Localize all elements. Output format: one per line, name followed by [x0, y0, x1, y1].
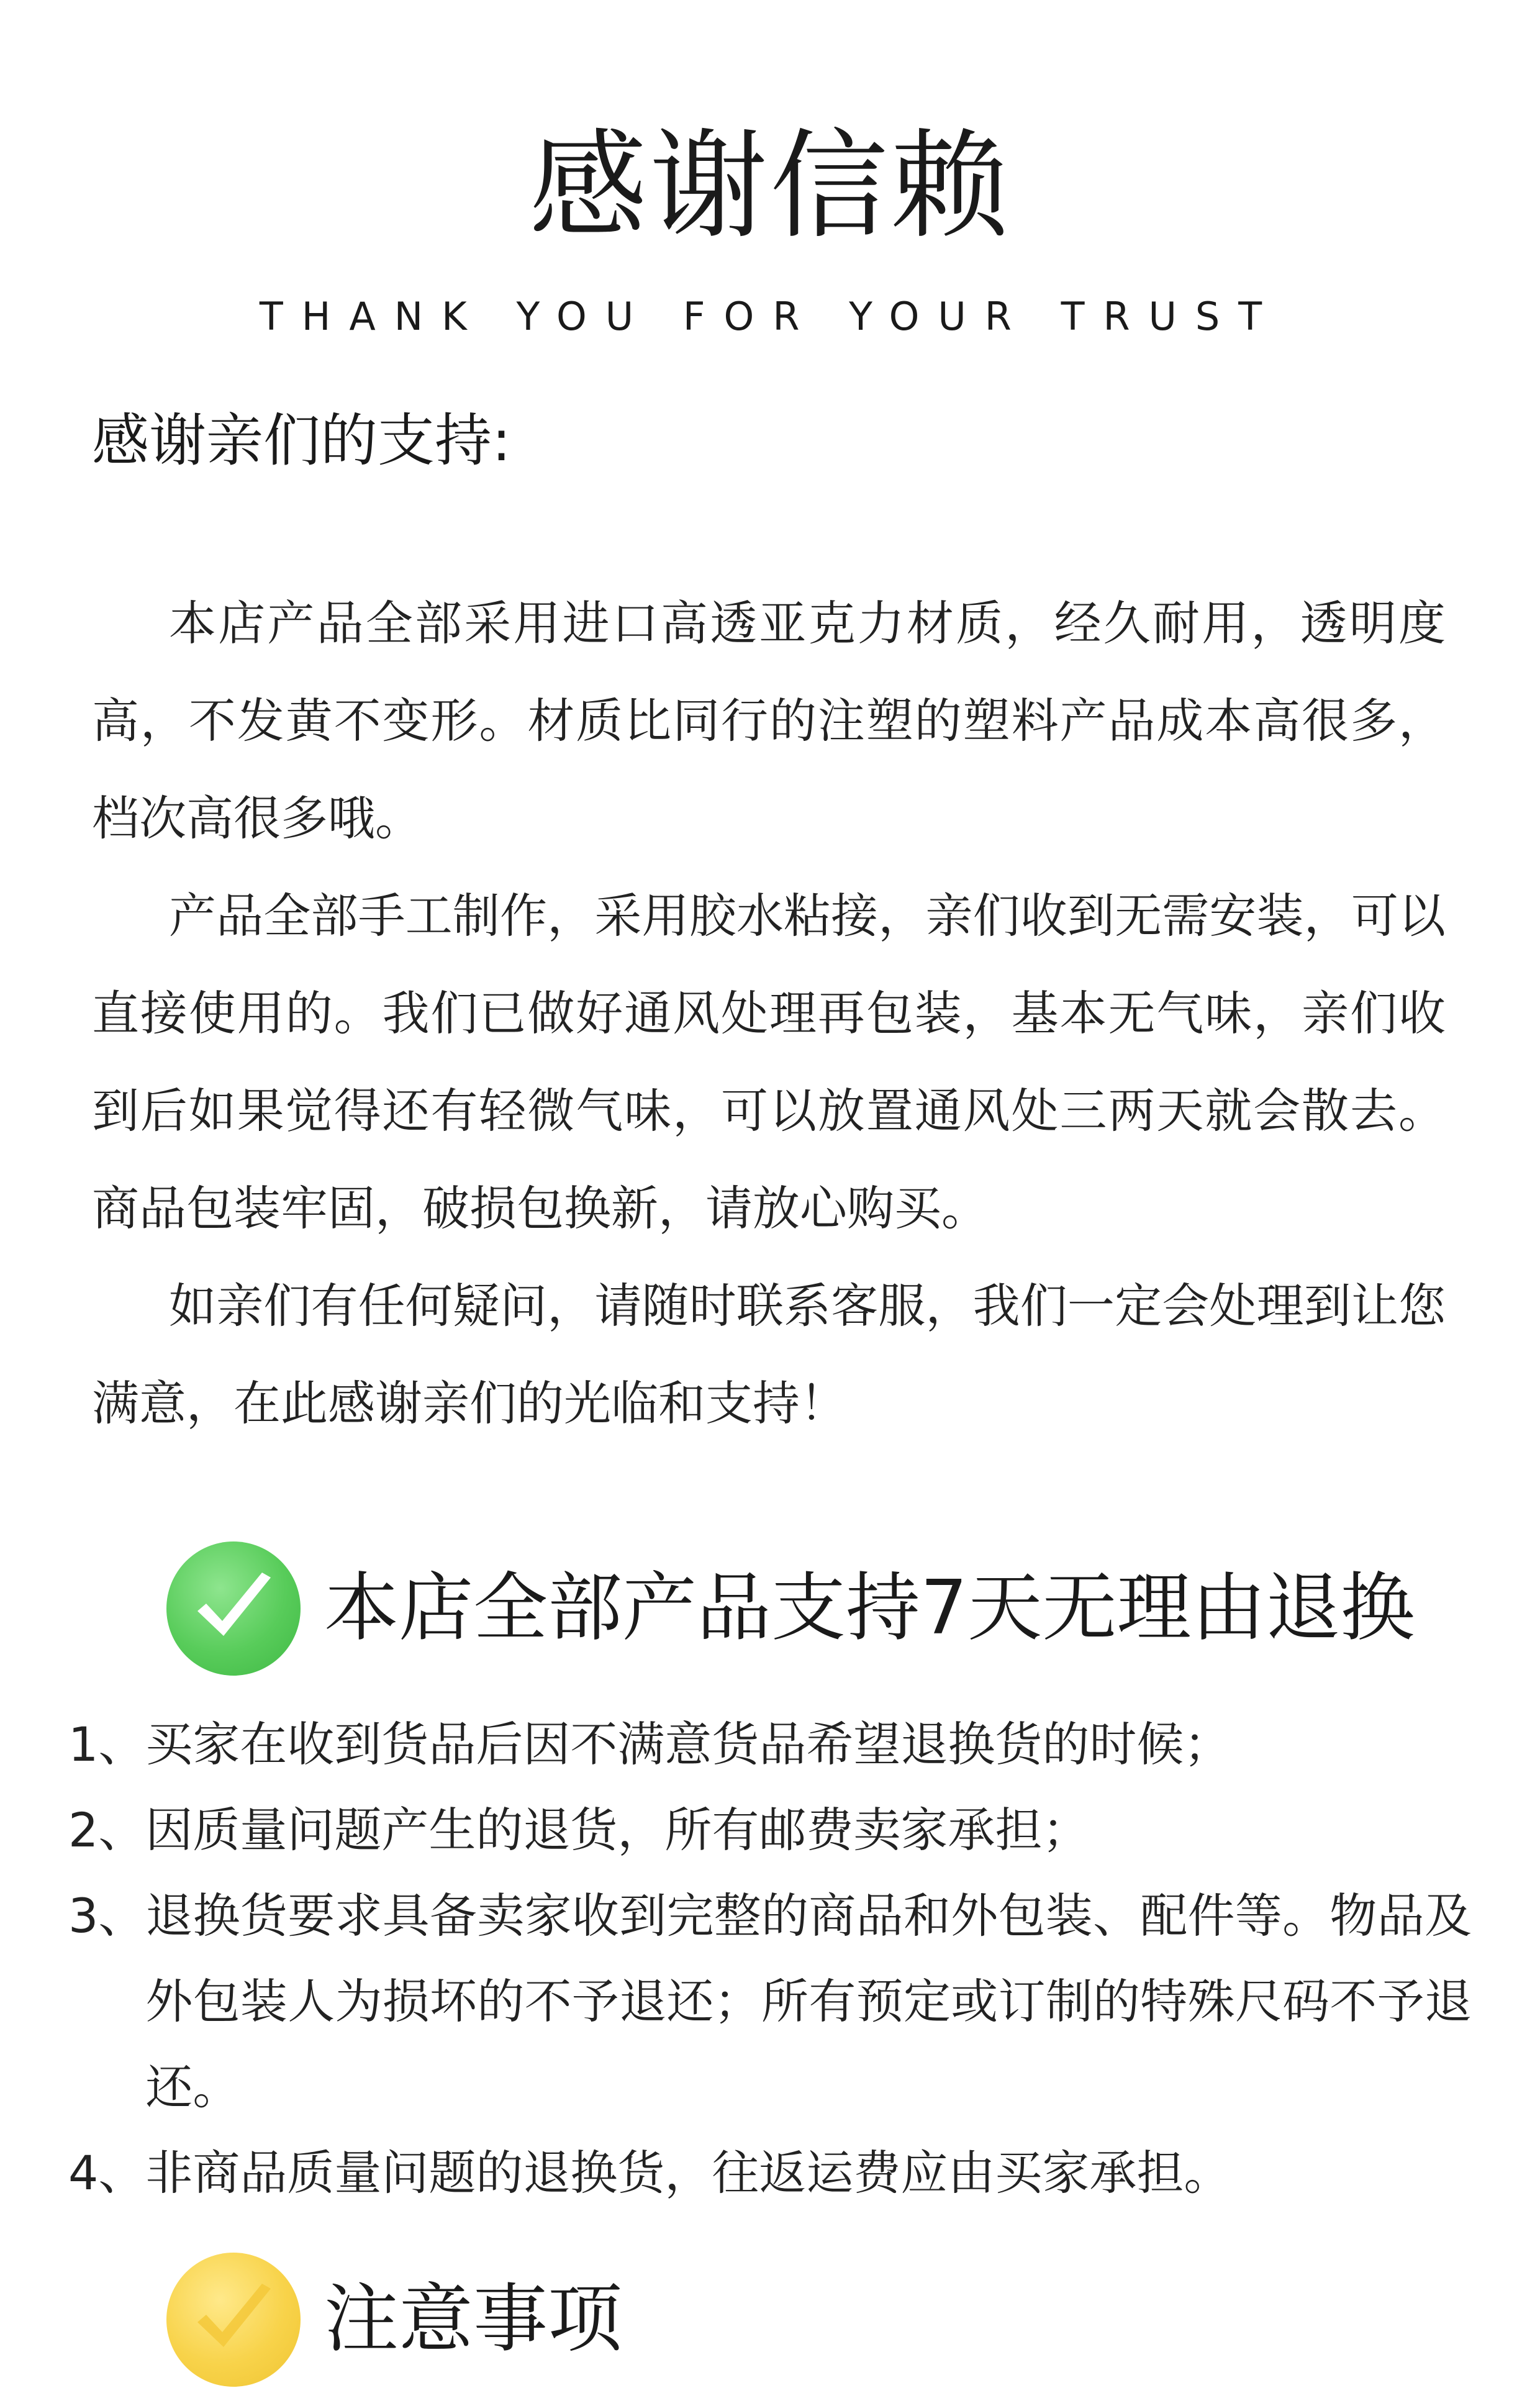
list-item-text: 买家在收到货品后因不满意货品希望退换货的时候；: [145, 1717, 1231, 1772]
page-title: 感谢信赖: [528, 117, 1011, 255]
list-item-number: 3、: [68, 1888, 146, 1943]
check-circle-icon: [166, 1541, 301, 1676]
list-item-number: 1、: [68, 1717, 146, 1772]
intro-paragraph: 本店产品全部采用进口高透亚克力材质，经久耐用，透明度高，不发黄不变形。材质比同行的注塑的塑料产品成本高很多，档次高很多哦。: [92, 596, 1446, 846]
check-circle-icon: [166, 2253, 301, 2387]
list-item-text: 退换货要求具备卖家收到完整的商品和外包装、配件等。物品及外包装人为损坏的不予退还；所有预定或订制的特殊尺码不予退还。: [145, 1888, 1472, 2115]
page-subtitle: THANK YOU FOR YOUR TRUST: [259, 294, 1281, 339]
return-policy-title: 本店全部产品支持7天无理由退换: [324, 1565, 1415, 1651]
greeting-heading: 感谢亲们的支持:: [92, 407, 511, 474]
list-item: [68, 2130, 1472, 2216]
intro-paragraph: 如亲们有任何疑问，请随时联系客服，我们一定会处理到让您满意，在此感谢亲们的光临和支持！: [92, 1278, 1446, 1431]
list-item: [68, 1702, 1472, 1787]
intro-paragraph: 产品全部手工制作，采用胶水粘接，亲们收到无需安装，可以直接使用的。我们已做好通风处理再包装，基本无气味，亲们收到后如果觉得还有轻微气味，可以放置通风处三两天就会散去。商品包装牢固，破损包换新，请放心购买。: [92, 888, 1446, 1236]
list-item: [68, 1873, 1472, 2130]
list-item-number: 2、: [68, 1802, 146, 1858]
list-item-number: 4、: [68, 2145, 146, 2200]
return-policy-list: [68, 1702, 1472, 2216]
intro-text: [92, 574, 1446, 1452]
list-item-text: 因质量问题产生的退货，所有邮费卖家承担；: [145, 1802, 1090, 1858]
list-item: [68, 1787, 1472, 1873]
return-policy-heading: [166, 1540, 1470, 1677]
notice-heading: [166, 2251, 1470, 2388]
notice-title: 注意事项: [324, 2276, 622, 2363]
list-item-text: 非商品质量问题的退换货，往返运费应由买家承担。: [145, 2145, 1231, 2200]
